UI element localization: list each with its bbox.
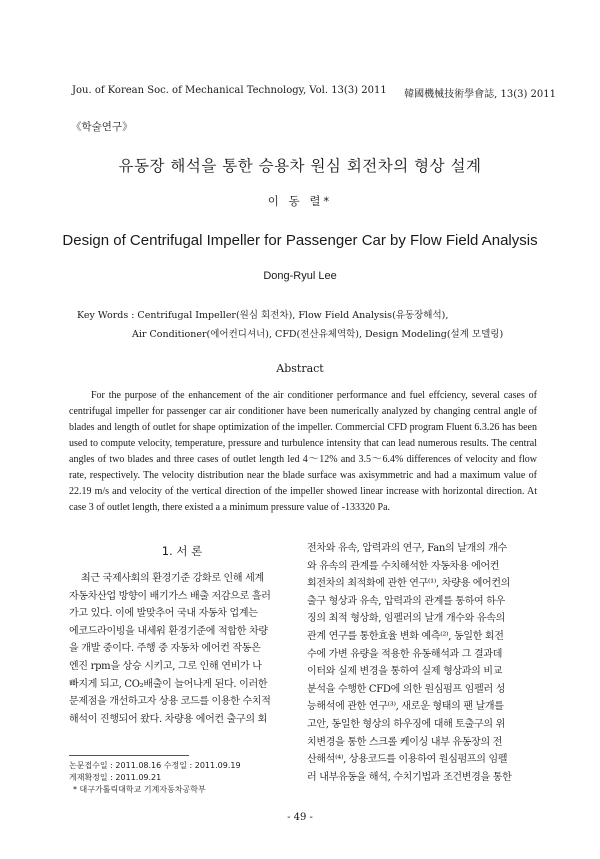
footnote-received: 논문접수일 : 2011.08.16 수정일 : 2011.09.19	[69, 761, 241, 770]
text-line: 전차와 유속, 압력과의 연구, Fan의 날개의 개수	[307, 543, 507, 554]
footnote-affiliation: * 대구가톨릭대학교 기계자동차공학부	[73, 785, 206, 794]
keywords-line-1: Key Words : Centrifugal Impeller(원심 회전차), Flow Field Analysis(유동장해석),	[77, 310, 449, 321]
text-line: 러 내부유동을 해석, 수치기법과 조건변경을 통한	[307, 771, 512, 783]
text-line: 산해석⁽⁴⁾, 상용코드를 이용하여 원심펌프의 임펠	[307, 754, 508, 766]
page-number: - 49 -	[287, 812, 313, 823]
intro-left-text	[69, 570, 295, 728]
paper-title-en: Design of Centrifugal Impeller for Passenger Car by Flow Field Analysis	[62, 232, 538, 249]
keywords-block	[77, 306, 503, 344]
right-column	[307, 540, 537, 786]
abstract-text: For the purpose of the enhancement of the air conditioner performance and fuel effciency, several cases of centrifugal impeller for passenger car air conditioner have been numerically analyzed by changing central angle of blades and length of outlet for shape optimization of the impeller. Commercial CFD program Fluent 6.3.26 has been used to compute velocity, temperature, pressure and turbulence intensity that can lead numerous results. The central angles of two blades and three cases of outlet length led 4～12% and 3.5～6.4% differences of velocity and flow rate, respectively. The velocity distribution near the blade surface was axisymmetric and had a maximum value of 22.19 m/s and velocity of the vertical direction of the impeller showed linear increase with horizontal direction. At case 3 of outlet length, there existed a a minimum pressure value of -133320 Pa.	[69, 390, 537, 513]
text-line: 분석을 수행한 CFD에 의한 원심펌프 임펠러 성	[307, 683, 506, 695]
text-line: 문제점을 개선하고자 상용 코드를 이용한 수치적	[69, 696, 271, 708]
text-line: 에코드라이빙을 내세워 환경기준에 적합한 차량	[69, 625, 268, 637]
section-heading-introduction: 1. 서 론	[161, 544, 203, 558]
author-ko: 이 동 렬*	[267, 194, 333, 208]
abstract-body	[69, 388, 537, 516]
text-line: 해석이 진행되어 왔다. 차량용 에어컨 출구의 회	[69, 713, 267, 725]
text-line: 을 개발 중이다. 주행 중 자동차 에어컨 작동은	[69, 643, 261, 655]
footnote-divider	[69, 755, 189, 756]
text-line: 가고 있다. 이에 발맞추어 국내 자동차 업계는	[69, 608, 258, 620]
abstract-heading: Abstract	[276, 362, 324, 375]
keywords-line-2: Air Conditioner(에어컨디셔너), CFD(전산유체역학), Design Modeling(설계 모델링)	[132, 329, 504, 340]
text-line: 엔진 rpm을 상승 시키고, 그로 인해 연비가 나	[69, 660, 262, 672]
journal-header-ko: 韓國機械技術學會誌, 13(3) 2011	[404, 89, 556, 100]
text-line: 빠지게 되고, CO₂배출이 늘어나게 된다. 이러한	[69, 678, 268, 690]
text-line: 능해석에 관한 연구⁽³⁾, 새로운 형태의 팬 날개를	[307, 701, 504, 713]
text-line: 최근 국제사회의 환경기준 강화로 인해 세계	[81, 573, 264, 584]
text-line: 고안, 동일한 형상의 하우징에 대해 토출구의 위	[307, 718, 505, 730]
text-line: 징의 최적 형상화, 임펠러의 날개 개수와 유속의	[307, 613, 505, 625]
footnotes	[69, 760, 241, 796]
left-column	[69, 540, 295, 728]
text-line: 수에 가변 유량을 적용한 유동해석과 그 결과데	[307, 648, 503, 660]
section-tag: 《학술연구》	[71, 121, 133, 133]
text-line: 관계 연구를 통한효율 변화 예측⁽²⁾, 동일한 회전	[307, 630, 504, 642]
text-line: 자동차산업 방향이 배기가스 배출 저감으로 흘러	[69, 590, 271, 602]
text-line: 치변경을 통한 스크롤 케이싱 내부 유동장의 전	[307, 736, 503, 748]
text-line: 출구 형상과 유속, 압력과의 관계를 통하여 하우	[307, 595, 505, 607]
text-line: 와 유속의 관계를 수치해석한 자동차용 에어컨	[307, 560, 500, 572]
footnote-accepted: 게재확정일 : 2011.09.21	[69, 773, 162, 782]
text-line: 이터와 실제 변경을 통하여 실제 형상과의 비교	[307, 666, 503, 678]
intro-right-text	[307, 540, 537, 786]
journal-header-en: Jou. of Korean Soc. of Mechanical Technology, Vol. 13(3) 2011	[72, 85, 387, 96]
text-line: 회전차의 최적화에 관한 연구⁽¹⁾, 차량용 에어컨의	[307, 578, 511, 590]
paper-title-ko: 유동장 해석을 통한 승용차 원심 회전차의 형상 설계	[118, 157, 482, 175]
author-en: Dong-Ryul Lee	[263, 270, 337, 282]
